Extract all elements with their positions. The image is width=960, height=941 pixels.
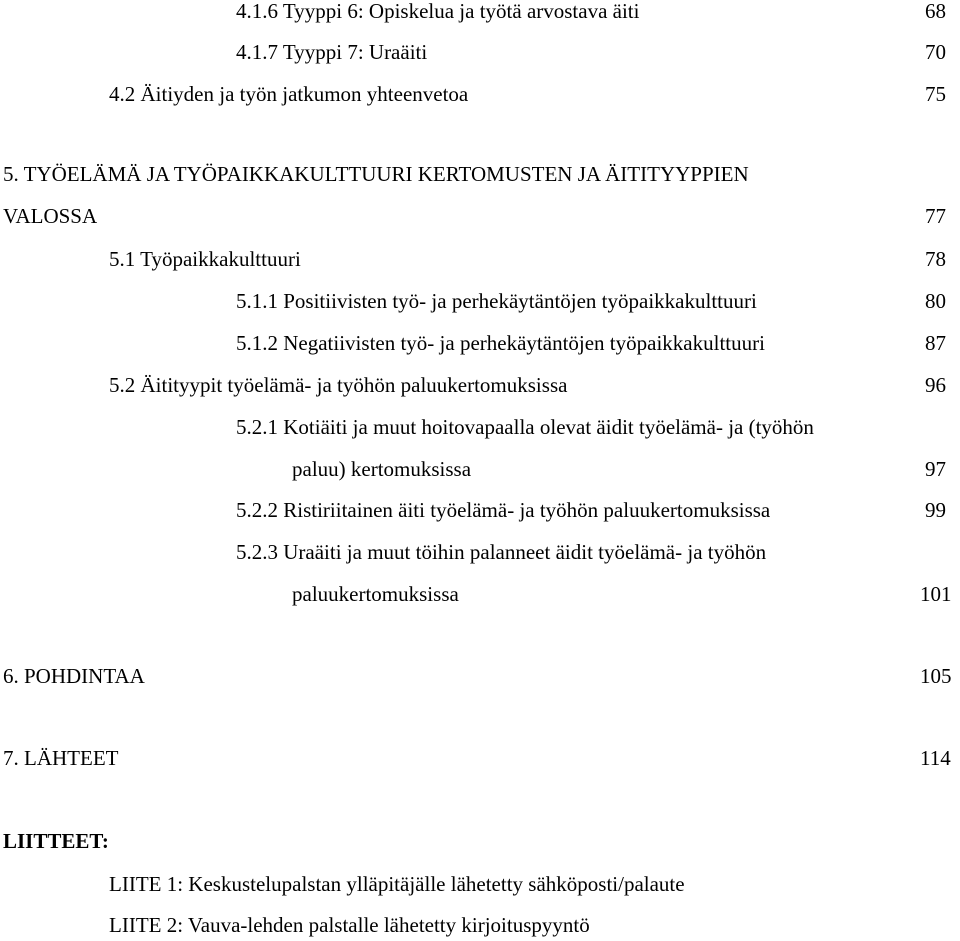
toc-entry-page: 78: [925, 247, 946, 271]
toc-entry-label: 4.1.7 Tyyppi 7: Uraäiti: [236, 40, 428, 64]
toc-entry-label: 5.2.1 Kotiäiti ja muut hoitovapaalla olevat äidit työelämä- ja (työhön: [236, 415, 814, 439]
toc-entry-label-continued: paluukertomuksissa: [292, 582, 459, 606]
toc-entry-label: 4.1.6 Tyyppi 6: Opiskelua ja työtä arvostava äiti: [236, 0, 640, 23]
appendix-item: LIITE 2: Vauva-lehden palstalle lähetetty kirjoituspyyntö: [109, 913, 590, 937]
toc-entry-page: 105: [920, 664, 952, 688]
toc-entry-page: 70: [925, 40, 946, 64]
toc-entry-page: 96: [925, 373, 946, 397]
appendices-heading: LIITTEET:: [3, 829, 109, 853]
toc-entry-page: 80: [925, 289, 946, 313]
toc-entry-label: 5. TYÖELÄMÄ JA TYÖPAIKKAKULTTUURI KERTOMUSTEN JA ÄITITYYPPIEN: [3, 162, 749, 186]
toc-entry-label: 7. LÄHTEET: [3, 746, 119, 770]
toc-entry-label: 5.2.2 Ristiriitainen äiti työelämä- ja työhön paluukertomuksissa: [236, 498, 771, 522]
toc-entry-label: 4.2 Äitiyden ja työn jatkumon yhteenvetoa: [109, 82, 469, 106]
toc-entry-page: 99: [925, 498, 946, 522]
toc-entry-label-continued: paluu) kertomuksissa: [292, 457, 472, 481]
toc-entry-page: 114: [920, 746, 951, 770]
toc-entry-label: 5.1.2 Negatiivisten työ- ja perhekäytäntöjen työpaikkakulttuuri: [236, 331, 765, 355]
toc-entry-label: 6. POHDINTAA: [3, 664, 145, 688]
toc-entry-page: 87: [925, 331, 946, 355]
toc-entry-page: 97: [925, 457, 946, 481]
toc-entry-label: 5.1 Työpaikkakulttuuri: [109, 247, 301, 271]
toc-entry-page: 77: [925, 204, 946, 228]
toc-entry-page: 75: [925, 82, 946, 106]
toc-entry-label: 5.1.1 Positiivisten työ- ja perhekäytäntöjen työpaikkakulttuuri: [236, 289, 757, 313]
toc-entry-page: 101: [920, 582, 952, 606]
toc-entry-label: 5.2 Äitityypit työelämä- ja työhön paluukertomuksissa: [109, 373, 568, 397]
toc-entry-page: 68: [925, 0, 946, 23]
toc-entry-label: 5.2.3 Uraäiti ja muut töihin palanneet äidit työelämä- ja työhön: [236, 540, 767, 564]
toc-entry-label-continued: VALOSSA: [3, 204, 98, 228]
appendix-item: LIITE 1: Keskustelupalstan ylläpitäjälle lähetetty sähköposti/palaute: [109, 872, 685, 896]
